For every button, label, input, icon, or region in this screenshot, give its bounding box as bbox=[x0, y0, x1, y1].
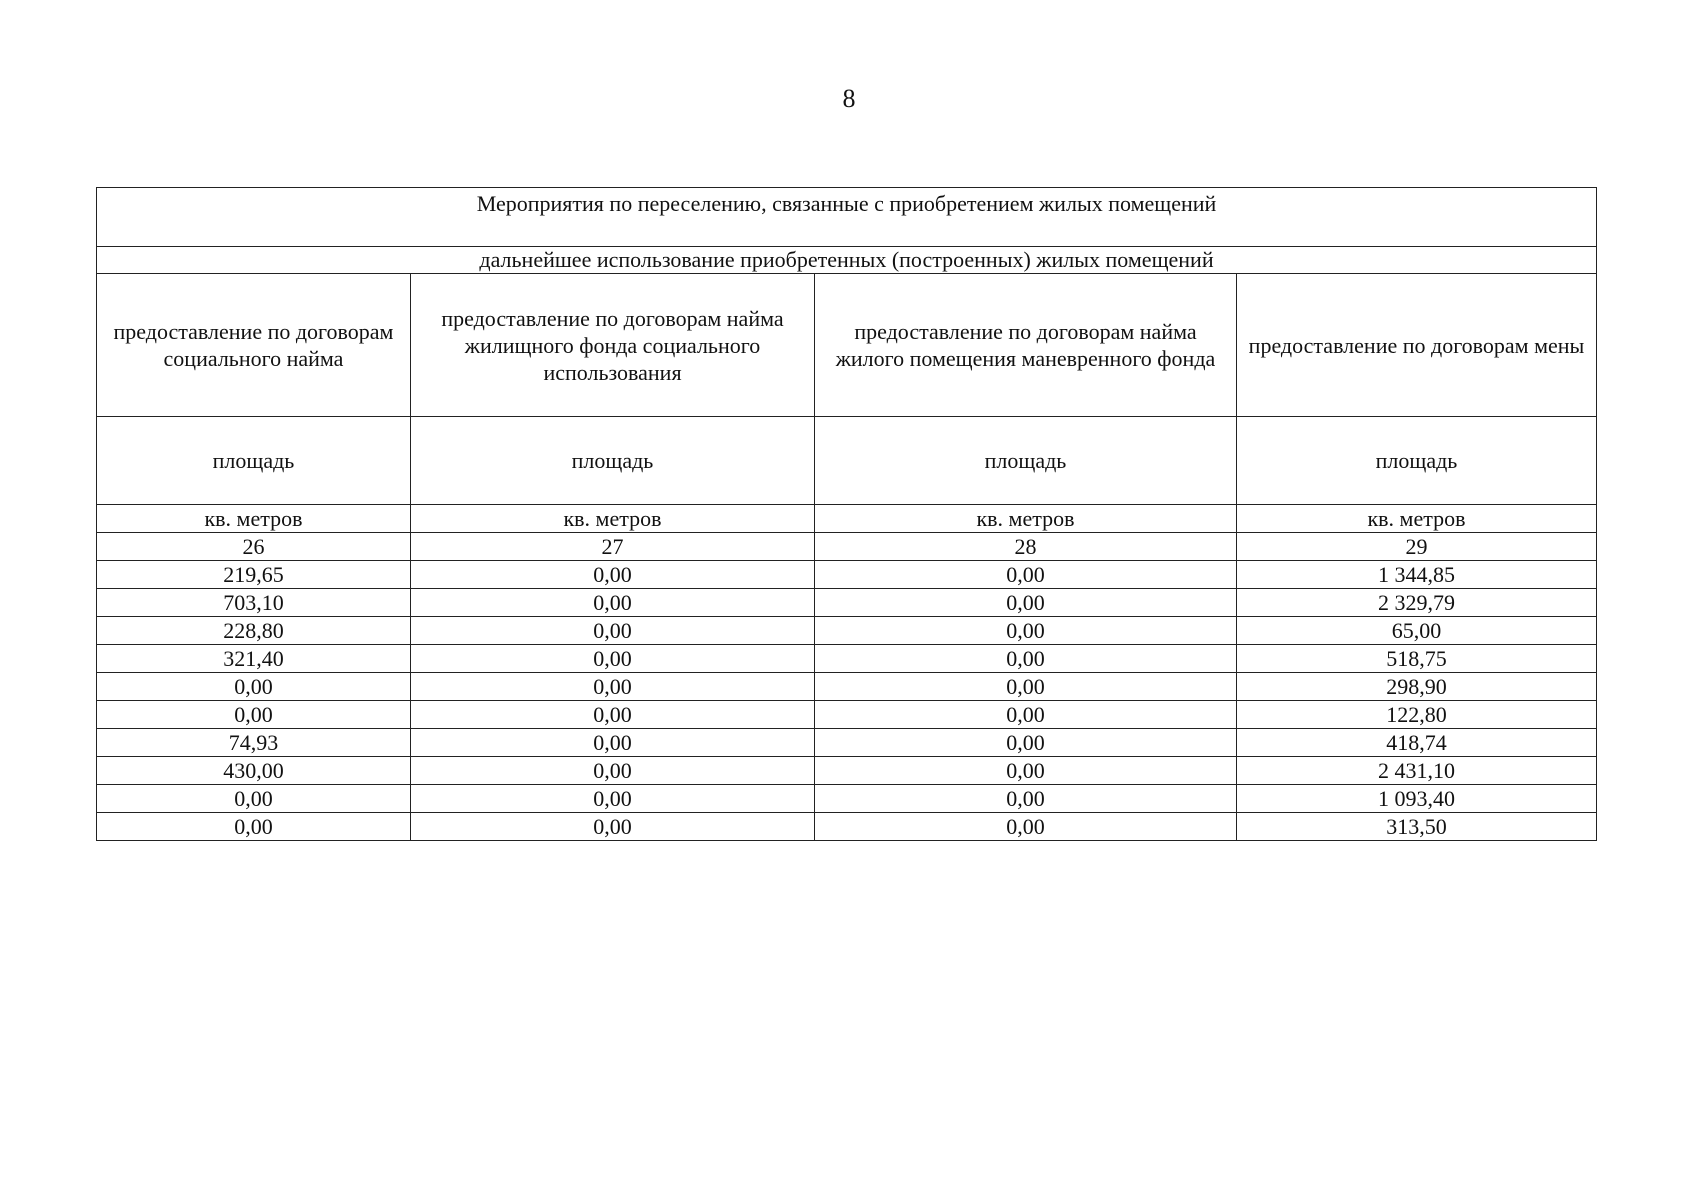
table-row bbox=[97, 561, 1597, 589]
resettlement-table bbox=[96, 187, 1597, 841]
column-header-row bbox=[97, 274, 1597, 417]
column-number-row bbox=[97, 533, 1597, 561]
page-number: 8 bbox=[842, 84, 856, 113]
table-title: Мероприятия по переселению, связанные с приобретением жилых помещений bbox=[97, 188, 1597, 247]
area-label: площадь bbox=[97, 417, 411, 505]
area-label: площадь bbox=[1237, 417, 1597, 505]
table-cell: 0,00 bbox=[815, 673, 1237, 701]
table-cell: 0,00 bbox=[411, 561, 815, 589]
table-title-row bbox=[97, 188, 1597, 247]
table-cell: 430,00 bbox=[97, 757, 411, 785]
table-row bbox=[97, 785, 1597, 813]
table-cell: 313,50 bbox=[1237, 813, 1597, 841]
table-row bbox=[97, 757, 1597, 785]
column-number: 26 bbox=[97, 533, 411, 561]
column-number: 28 bbox=[815, 533, 1237, 561]
table-row bbox=[97, 673, 1597, 701]
table-cell: 703,10 bbox=[97, 589, 411, 617]
table-cell: 122,80 bbox=[1237, 701, 1597, 729]
table-subtitle-row bbox=[97, 247, 1597, 274]
area-label: площадь bbox=[411, 417, 815, 505]
table-subtitle: дальнейшее использование приобретенных (построенных) жилых помещений bbox=[97, 247, 1597, 274]
table-cell: 518,75 bbox=[1237, 645, 1597, 673]
table-cell: 0,00 bbox=[411, 757, 815, 785]
table-cell: 298,90 bbox=[1237, 673, 1597, 701]
table-cell: 2 431,10 bbox=[1237, 757, 1597, 785]
table-row bbox=[97, 589, 1597, 617]
table-cell: 0,00 bbox=[97, 673, 411, 701]
table-cell: 0,00 bbox=[97, 813, 411, 841]
table-row bbox=[97, 701, 1597, 729]
table-cell: 0,00 bbox=[97, 785, 411, 813]
table-cell: 418,74 bbox=[1237, 729, 1597, 757]
table-cell: 1 093,40 bbox=[1237, 785, 1597, 813]
table-cell: 0,00 bbox=[815, 617, 1237, 645]
table-cell: 0,00 bbox=[411, 785, 815, 813]
table-cell: 65,00 bbox=[1237, 617, 1597, 645]
unit-label: кв. метров bbox=[815, 505, 1237, 533]
column-header: предоставление по договорам социального найма bbox=[97, 274, 411, 417]
table-cell: 0,00 bbox=[411, 729, 815, 757]
unit-label: кв. метров bbox=[97, 505, 411, 533]
column-header: предоставление по договорам найма жилищного фонда социального использования bbox=[411, 274, 815, 417]
table-row bbox=[97, 617, 1597, 645]
table-cell: 0,00 bbox=[411, 673, 815, 701]
table-cell: 0,00 bbox=[815, 589, 1237, 617]
column-number: 29 bbox=[1237, 533, 1597, 561]
table-cell: 0,00 bbox=[815, 813, 1237, 841]
column-header: предоставление по договорам мены bbox=[1237, 274, 1597, 417]
table-cell: 74,93 bbox=[97, 729, 411, 757]
table-row bbox=[97, 645, 1597, 673]
table-row bbox=[97, 813, 1597, 841]
table-cell: 0,00 bbox=[815, 785, 1237, 813]
column-header: предоставление по договорам найма жилого помещения маневренного фонда bbox=[815, 274, 1237, 417]
table-cell: 0,00 bbox=[815, 757, 1237, 785]
table-cell: 0,00 bbox=[815, 561, 1237, 589]
table-cell: 0,00 bbox=[411, 589, 815, 617]
area-label-row bbox=[97, 417, 1597, 505]
table-cell: 219,65 bbox=[97, 561, 411, 589]
table-cell: 321,40 bbox=[97, 645, 411, 673]
area-label: площадь bbox=[815, 417, 1237, 505]
table-cell: 0,00 bbox=[411, 701, 815, 729]
table-cell: 0,00 bbox=[815, 701, 1237, 729]
table-cell: 228,80 bbox=[97, 617, 411, 645]
table-row bbox=[97, 729, 1597, 757]
table-cell: 0,00 bbox=[411, 617, 815, 645]
table-cell: 2 329,79 bbox=[1237, 589, 1597, 617]
table-cell: 0,00 bbox=[411, 813, 815, 841]
column-number: 27 bbox=[411, 533, 815, 561]
table-cell: 0,00 bbox=[97, 701, 411, 729]
unit-row bbox=[97, 505, 1597, 533]
table-cell: 0,00 bbox=[411, 645, 815, 673]
table-cell: 0,00 bbox=[815, 645, 1237, 673]
table-cell: 0,00 bbox=[815, 729, 1237, 757]
unit-label: кв. метров bbox=[411, 505, 815, 533]
unit-label: кв. метров bbox=[1237, 505, 1597, 533]
table-cell: 1 344,85 bbox=[1237, 561, 1597, 589]
